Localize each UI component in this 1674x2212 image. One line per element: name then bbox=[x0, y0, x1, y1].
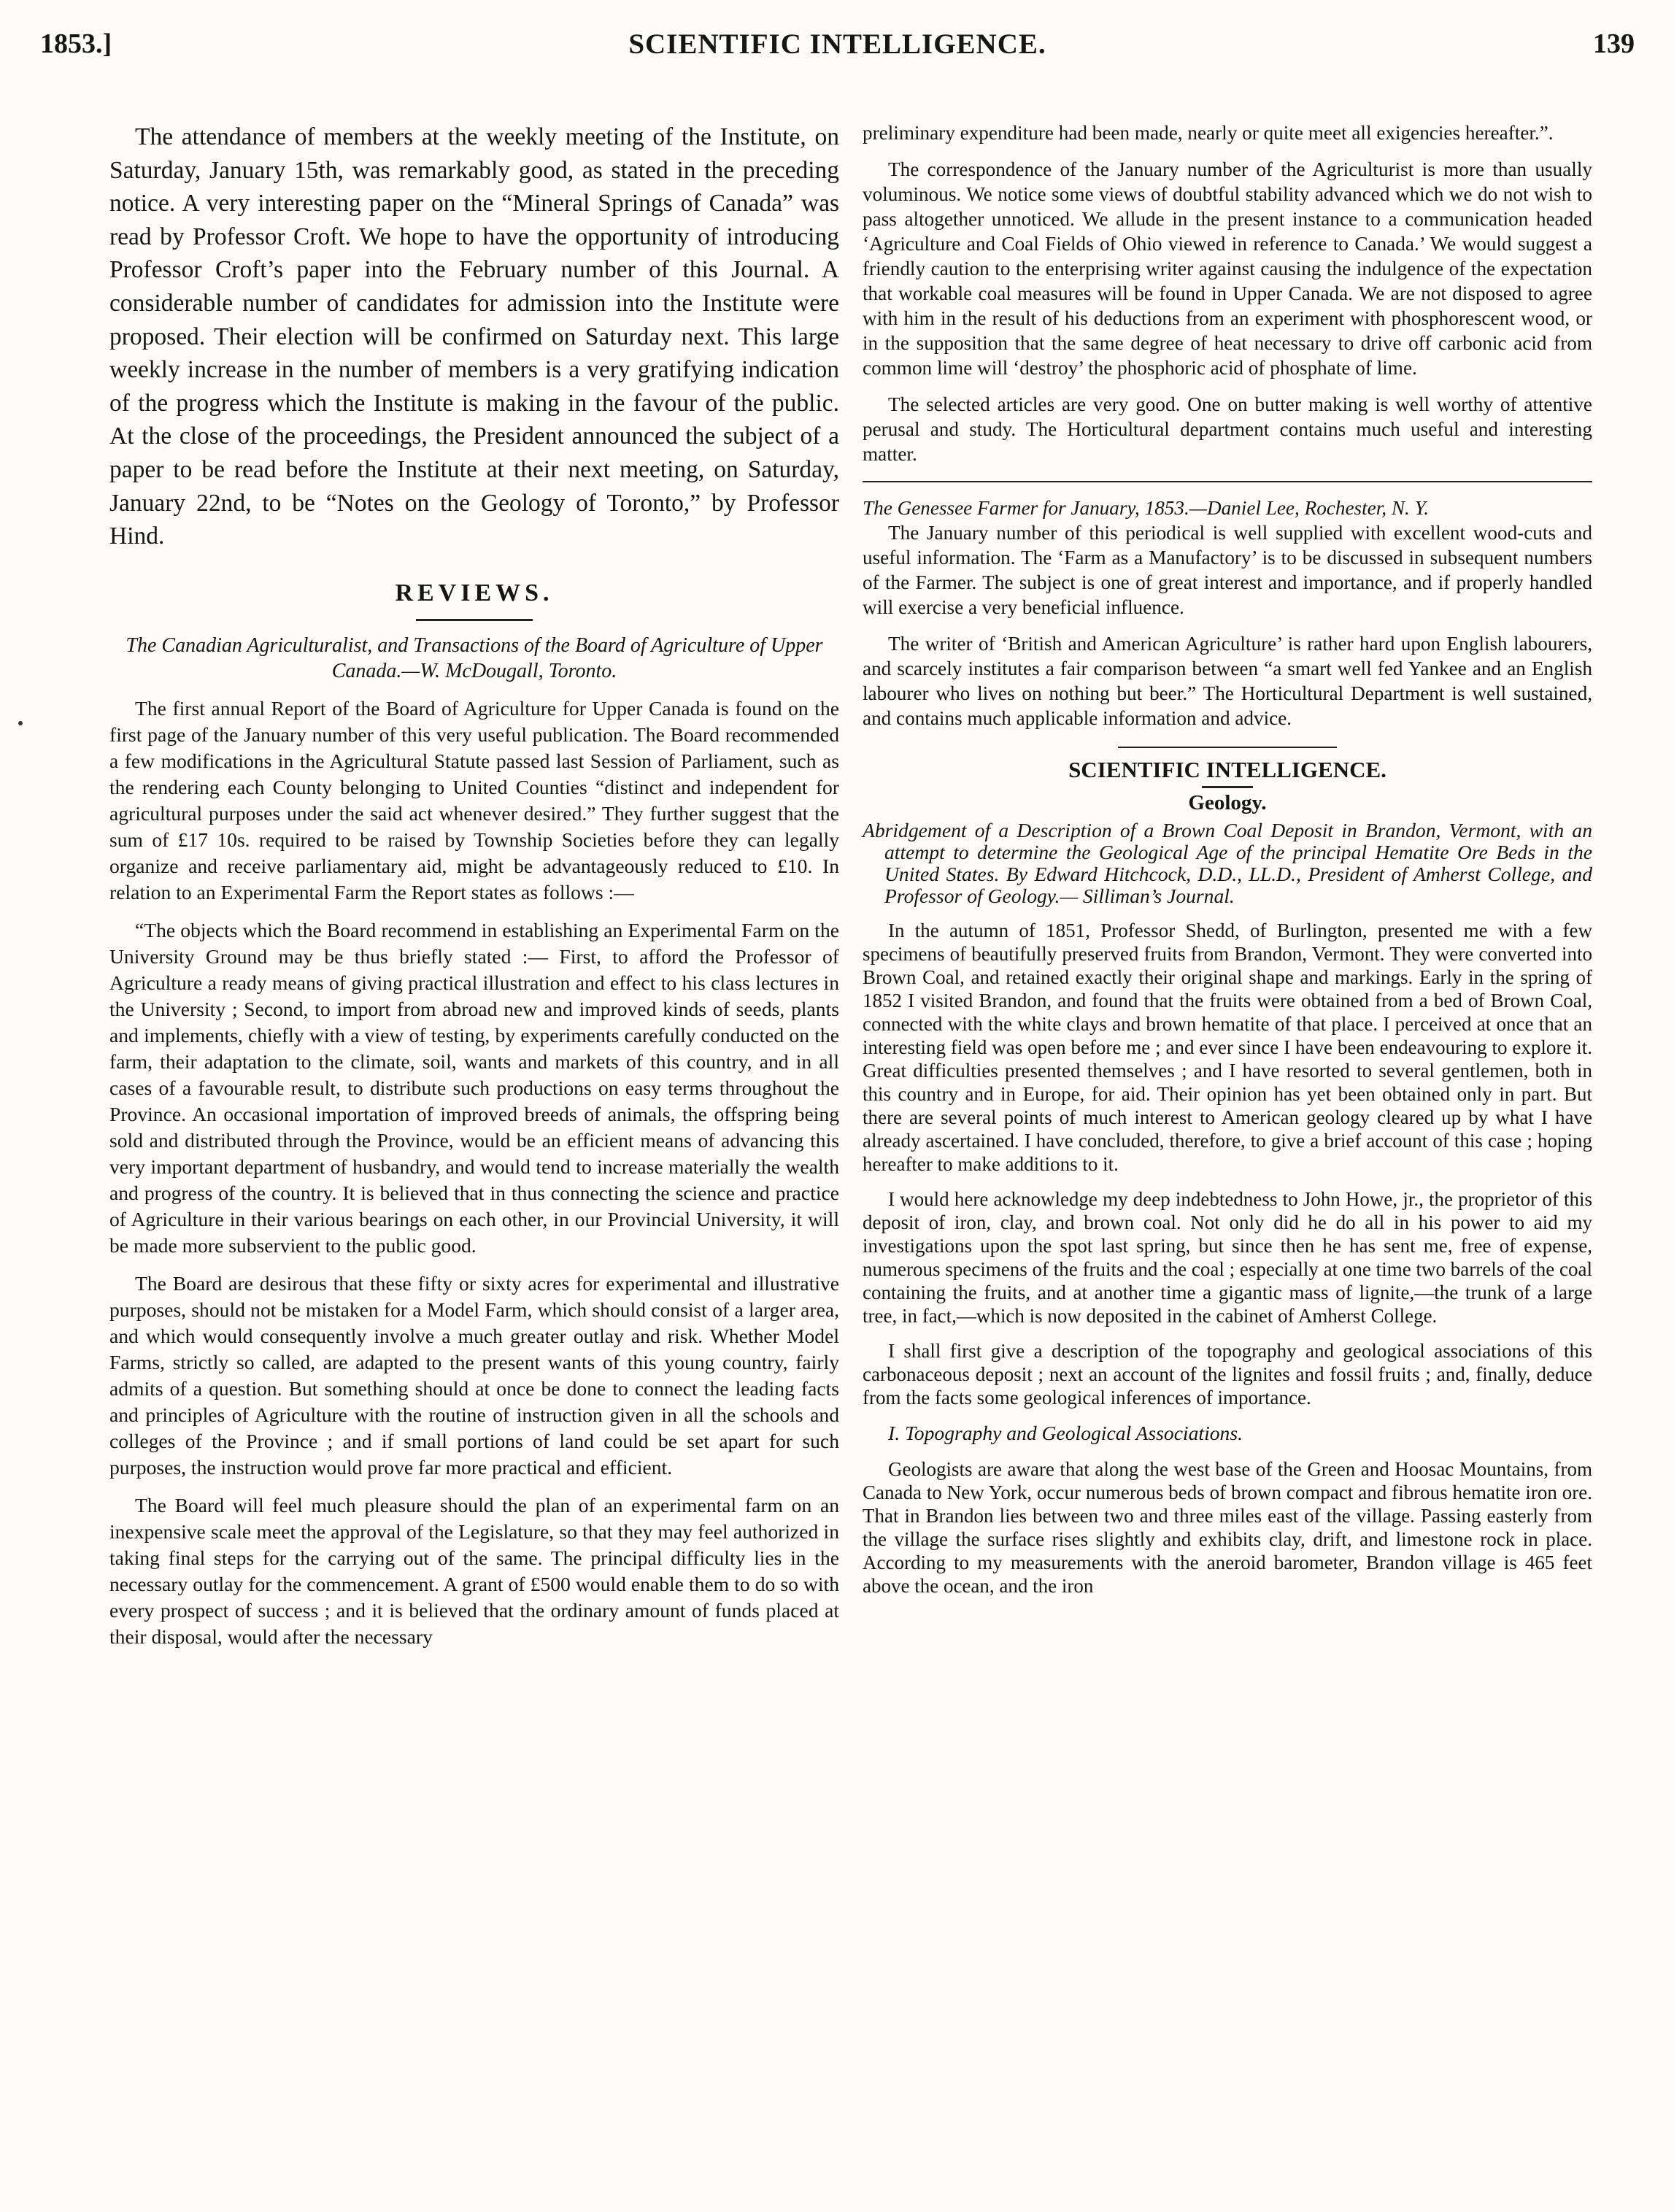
section-divider bbox=[863, 481, 1592, 482]
heading-rule bbox=[1202, 786, 1253, 788]
selected-articles-paragraph: The selected articles are very good. One on butter making is well worthy of attentive perusal and study. The Horticultural department contains much useful and interesting matter. bbox=[863, 393, 1592, 465]
correspondence-paragraph: The correspondence of the January number of the Agriculturist is more than usually voluminous. We notice some views of doubtful stability advanced which we do not wish to pass altogether unnoticed. We allude in the present instance to a communication headed ‘Agriculture and Coal Fields of Ohio viewed in reference to Canada.’ We would suggest a friendly caution to the enterprising writer against causing the indulgence of the expectation that workable coal measures will be found in Upper Canada. We are not disposed to agree with him in the result of his deductions from an experiment with phosphorescent wood, or in the supposition that the same degree of heat necessary to drive off carbonic acid from common lime will ‘destroy’ the phosphoric acid of phosphate of lime. bbox=[863, 158, 1592, 379]
abridgement-title: Abridgement of a Description of a Brown Coal Deposit in Brandon, Vermont, with an attempt to determine the Geological Age of the principal Hematite Ore Beds in the United States. By Edward Hitchcock, D.D., LL.D., President of Amherst College, and Professor of Geology.— Silliman’s Journal. bbox=[863, 819, 1592, 907]
british-agriculture-paragraph: The writer of ‘British and American Agriculture’ is rather hard upon English labourers, and scarcely institutes a fair comparison between “a smart well fed Yankee and an English labourer who lives on nothing but beer.” The Horticultural Department is well sustained, and contains much applicable information and advice. bbox=[863, 633, 1592, 729]
acknowledgement-paragraph: I would here acknowledge my deep indebtedness to John Howe, jr., the proprietor of this deposit of iron, clay, and brown coal. Not only did he do all in his power to aid my investigations upon the spot last spring, but since then he has sent me, free of expense, numerous specimens of the fruits and the coal ; especially at one time two barrels of the coal containing the fruits, and at another time a gigantic mass of lignite,—the trunk of a large tree, in fact,—which is now deposited in the cabinet of Amherst College. bbox=[863, 1188, 1592, 1327]
plan-paragraph: I shall first give a description of the topography and geological associations of this carbonaceous deposit ; next an account of the lignites and fossil fruits ; and, finally, deduce from the facts some geological inferences of importance. bbox=[863, 1340, 1592, 1408]
board-report-paragraph: The first annual Report of the Board of Agriculture for Upper Canada is found on the first page of the January number of this very useful publication. The Board recommended a few modifications in the Agricultural Statute passed last Session of Parliament, such as the rendering each County belonging to United Counties “distinct and independent for agricultural purposes under the said act whenever desired.” They further suggest that the sum of £17 10s. required to be raised by Township Societies before they can legally organize and receive parliamentary aid, might be advantageously reduced to £10. In relation to an Experimental Farm the Report states as follows :— bbox=[109, 696, 839, 903]
margin-mark bbox=[18, 721, 23, 725]
page-number: 139 bbox=[1593, 28, 1635, 59]
geology-heading: Geology. bbox=[1188, 791, 1267, 814]
header-year: 1853.] bbox=[40, 28, 112, 59]
left-column bbox=[109, 120, 839, 1650]
continued-paragraph: preliminary expenditure had been made, nearly or quite meet all exigencies hereafter.”. bbox=[863, 122, 1554, 144]
heading-rule bbox=[416, 619, 533, 621]
experimental-farm-paragraph: The Board will feel much pleasure should the plan of an experimental farm on an inexpensive scale meet the approval of the Legislature, so that they may feel authorized in taking final steps for the carrying out of the same. The principal difficulty lies in the necessary outlay for the commencement. A grant of £500 would enable them to do so with every prospect of success ; and it is believed that the ordinary amount of funds placed at their disposal, would after the necessary bbox=[109, 1493, 839, 1648]
page-header bbox=[40, 28, 1635, 79]
section-divider bbox=[1118, 747, 1337, 748]
genesee-review-title: The Genessee Farmer for January, 1853.—Daniel Lee, Rochester, N. Y. bbox=[863, 497, 1430, 519]
genesee-paragraph: The January number of this periodical is well supplied with excellent wood-cuts and useful information. The ‘Farm as a Manufactory’ is to be discussed in subsequent numbers of the Farmer. The subject is one of great interest and importance, and if properly handled will exercise a very beneficial influence. bbox=[863, 522, 1592, 618]
right-column bbox=[863, 120, 1592, 1598]
running-title: SCIENTIFIC INTELLIGENCE. bbox=[628, 28, 1046, 60]
review-title: The Canadian Agriculturalist, and Transactions of the Board of Agriculture of Upper Canada.—W. McDougall, Toronto. bbox=[126, 633, 823, 682]
brandon-intro-paragraph: In the autumn of 1851, Professor Shedd, of Burlington, presented me with a few specimens of beautifully preserved fruits from Brandon, Vermont. They were converted into Brown Coal, and retained exactly their original shape and markings. Early in the spring of 1852 I visited Brandon, and found that the fruits were obtained from a bed of Brown Coal, connected with the white clays and brown hematite of that place. I perceived at once that an interesting field was open before me ; and ever since I have been endeavouring to explore it. Great difficulties presented themselves ; and I have resorted to several gentlemen, both in this country and in Europe, for aid. Their opinion has yet been obtained only in part. But there are several points of much interest to American geology cleared up by what I have already ascertained. I have concluded, therefore, to give a brief account of this case ; hoping hereafter to make additions to it. bbox=[863, 920, 1592, 1175]
topography-subheading: I. Topography and Geological Associations. bbox=[888, 1422, 1243, 1444]
geologists-paragraph: Geologists are aware that along the west base of the Green and Hoosac Mountains, from Canada to New York, occur numerous beds of brown compact and fibrous hematite iron ore. That in Brandon lies between two and three miles east of the village. Passing easterly from the village the surface rises slightly and exhibits clay, drift, and limestone rock in place. According to my measurements with the aneroid barometer, Brandon village is 465 feet above the ocean, and the iron bbox=[863, 1458, 1592, 1597]
quoted-objects-paragraph: “The objects which the Board recommend in establishing an Experimental Farm on the University Ground may be thus briefly stated :— First, to afford the Professor of Agriculture a ready means of giving practical illustration and effect to his class lectures in the University ; Second, to import from abroad new and improved kinds of seeds, plants and implements, chiefly with a view of testing, by experiments carefully conducted on the farm, their adaptation to the climate, soil, wants and markets of this country, and in all cases of a favourable result, to distribute such productions on easy terms throughout the Province. An occasional importation of improved breeds of animals, the offspring being sold and distributed through the Province, would be an efficient means of advancing this very important department of husbandry, and would tend to increase materially the wealth and progress of the country. It is believed that in thus connecting the science and practice of Agriculture in their various bearings on each other, in our Provincial University, it will be made more subservient to the public good. bbox=[109, 918, 839, 1257]
scientific-intelligence-heading: SCIENTIFIC INTELLIGENCE. bbox=[1068, 757, 1386, 782]
institute-meeting-paragraph: The attendance of members at the weekly meeting of the Institute, on Saturday, January 15th, was remarkably good, as stated in the preceding notice. A very interesting paper on the “Mineral Springs of Canada” was read by Professor Croft. We hope to have the opportunity of introducing Professor Croft’s paper into the February number of this Journal. A considerable number of candidates for admission into the Institute were proposed. Their election will be confirmed on Saturday next. This large weekly increase in the number of members is a very gratifying indication of the progress which the Institute is making in the favour of the public. At the close of the proceedings, the President announced the subject of a paper to be read before the Institute at their next meeting, on Saturday, January 22nd, to be “Notes on the Geology of Toronto,” by Professor Hind. bbox=[109, 123, 839, 550]
model-farm-paragraph: The Board are desirous that these fifty or sixty acres for experimental and illustrative purposes, should not be mistaken for a Model Farm, which should consist of a larger area, and which would consequently involve a much greater outlay and risk. Whether Model Farms, strictly so called, are adapted to the present wants of this young country, fairly admits of a question. But something should at once be done to connect the leading facts and principles of Agriculture with the routine of instruction given in all the schools and colleges of the Province ; and if small portions of land could be set apart for such purposes, the instruction would prove far more practical and efficient. bbox=[109, 1271, 839, 1479]
reviews-heading: REVIEWS. bbox=[395, 579, 554, 606]
